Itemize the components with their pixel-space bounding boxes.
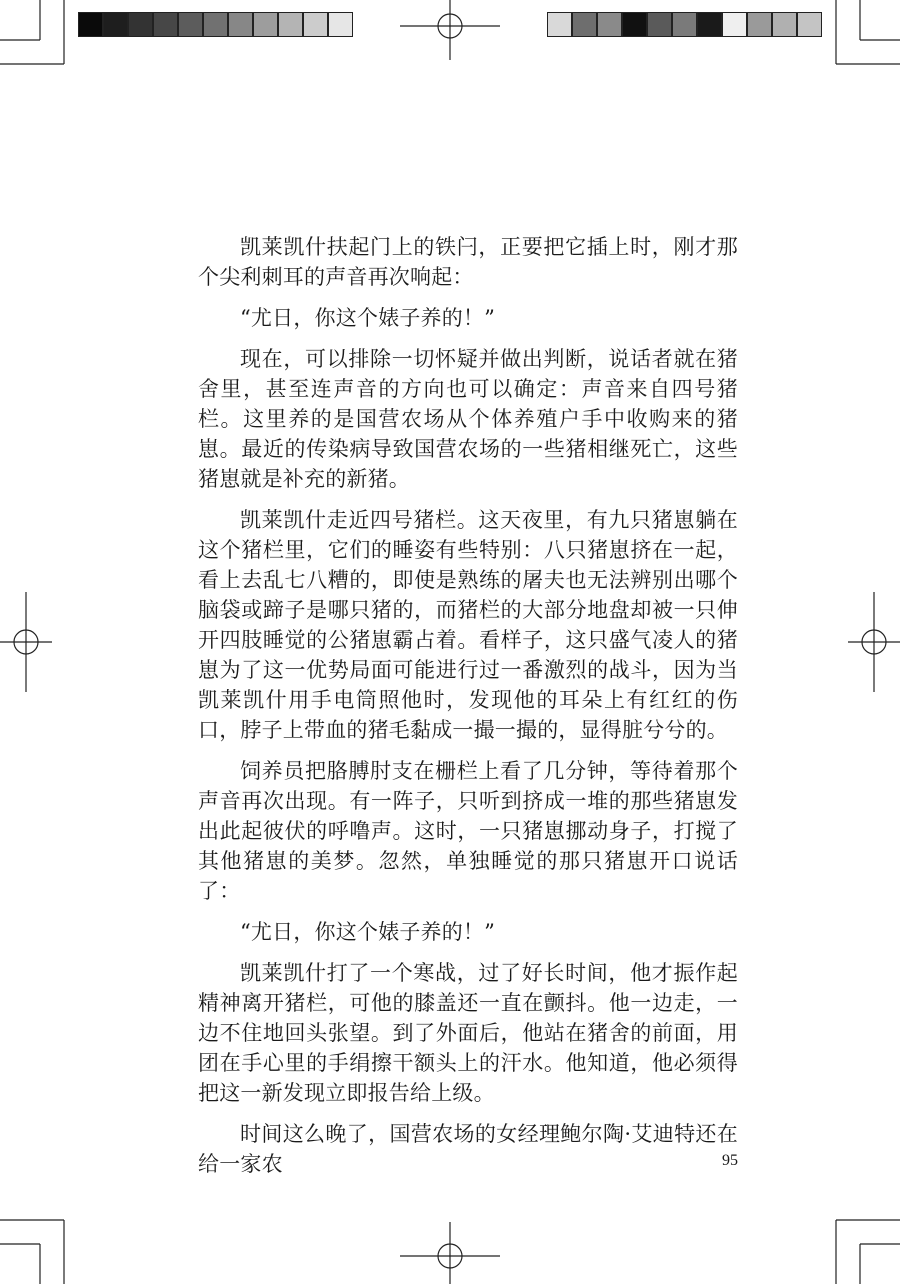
paragraph-8: 时间这么晚了，国营农场的女经理鲍尔陶·艾迪特还在给一家农 xyxy=(198,1122,738,1176)
calibration-swatch xyxy=(772,12,797,37)
calibration-swatch xyxy=(547,12,572,37)
calibration-swatch xyxy=(128,12,153,37)
calibration-swatch xyxy=(103,12,128,37)
calibration-swatch xyxy=(278,12,303,37)
paragraph-6: “尤日，你这个婊子养的！” xyxy=(240,920,496,944)
calibration-swatch xyxy=(328,12,353,37)
paragraph-1: 凯莱凯什扶起门上的铁闩，正要把它插上时，刚才那个尖利刺耳的声音再次响起： xyxy=(198,235,738,289)
calibration-swatch xyxy=(253,12,278,37)
page-number: 95 xyxy=(722,1152,738,1169)
calibration-swatch xyxy=(228,12,253,37)
calibration-swatch xyxy=(672,12,697,37)
calibration-swatch xyxy=(647,12,672,37)
calibration-swatch xyxy=(203,12,228,37)
registration-target-left xyxy=(0,592,52,692)
registration-target-bottom xyxy=(400,1222,500,1284)
paragraph-7: 凯莱凯什打了一个寒战，过了好长时间，他才振作起精神离开猪栏，可他的膝盖还一直在颤抖。他一边走，一边不住地回头张望。到了外面后，他站在猪舍的前面，用团在手心里的手绢擦干额头上的汗水。他知道，他必须得把这一新发现立即报告给上级。 xyxy=(198,961,738,1105)
calibration-swatch xyxy=(572,12,597,37)
registration-target-top xyxy=(400,0,500,60)
paragraph-3: 现在，可以排除一切怀疑并做出判断，说话者就在猪舍里，甚至连声音的方向也可以确定：声音来自四号猪栏。这里养的是国营农场从个体养殖户手中收购来的猪崽。最近的传染病导致国营农场的一些猪相继死亡，这些猪崽就是补充的新猪。 xyxy=(198,347,738,491)
calibration-swatch xyxy=(597,12,622,37)
calibration-swatch xyxy=(722,12,747,37)
paragraph-4: 凯莱凯什走近四号猪栏。这天夜里，有九只猪崽躺在这个猪栏里，它们的睡姿有些特别：八只猪崽挤在一起，看上去乱七八糟的，即使是熟练的屠夫也无法辨别出哪个脑袋或蹄子是哪只猪的，而猪栏的大部分地盘却被一只伸开四肢睡觉的公猪崽霸占着。看样子，这只盛气凌人的猪崽为了这一优势局面可能进行过一番激烈的战斗，因为当凯莱凯什用手电筒照他时，发现他的耳朵上有红红的伤口，脖子上带血的猪毛黏成一撮一撮的，显得脏兮兮的。 xyxy=(198,508,738,742)
calibration-swatch xyxy=(153,12,178,37)
calibration-swatch xyxy=(303,12,328,37)
calibration-swatch xyxy=(697,12,722,37)
page-body-text xyxy=(198,232,738,1190)
paragraph-2: “尤日，你这个婊子养的！” xyxy=(240,306,496,330)
calibration-swatch xyxy=(178,12,203,37)
paragraph-5: 饲养员把胳膊肘支在栅栏上看了几分钟，等待着那个声音再次出现。有一阵子，只听到挤成一堆的那些猪崽发出此起彼伏的呼噜声。这时，一只猪崽挪动身子，打搅了其他猪崽的美梦。忽然，单独睡觉的那只猪崽开口说话了： xyxy=(198,759,738,903)
calibration-swatch xyxy=(78,12,103,37)
calibration-swatch xyxy=(747,12,772,37)
calibration-swatch xyxy=(797,12,822,37)
calibration-swatch xyxy=(622,12,647,37)
registration-target-right xyxy=(848,592,900,692)
